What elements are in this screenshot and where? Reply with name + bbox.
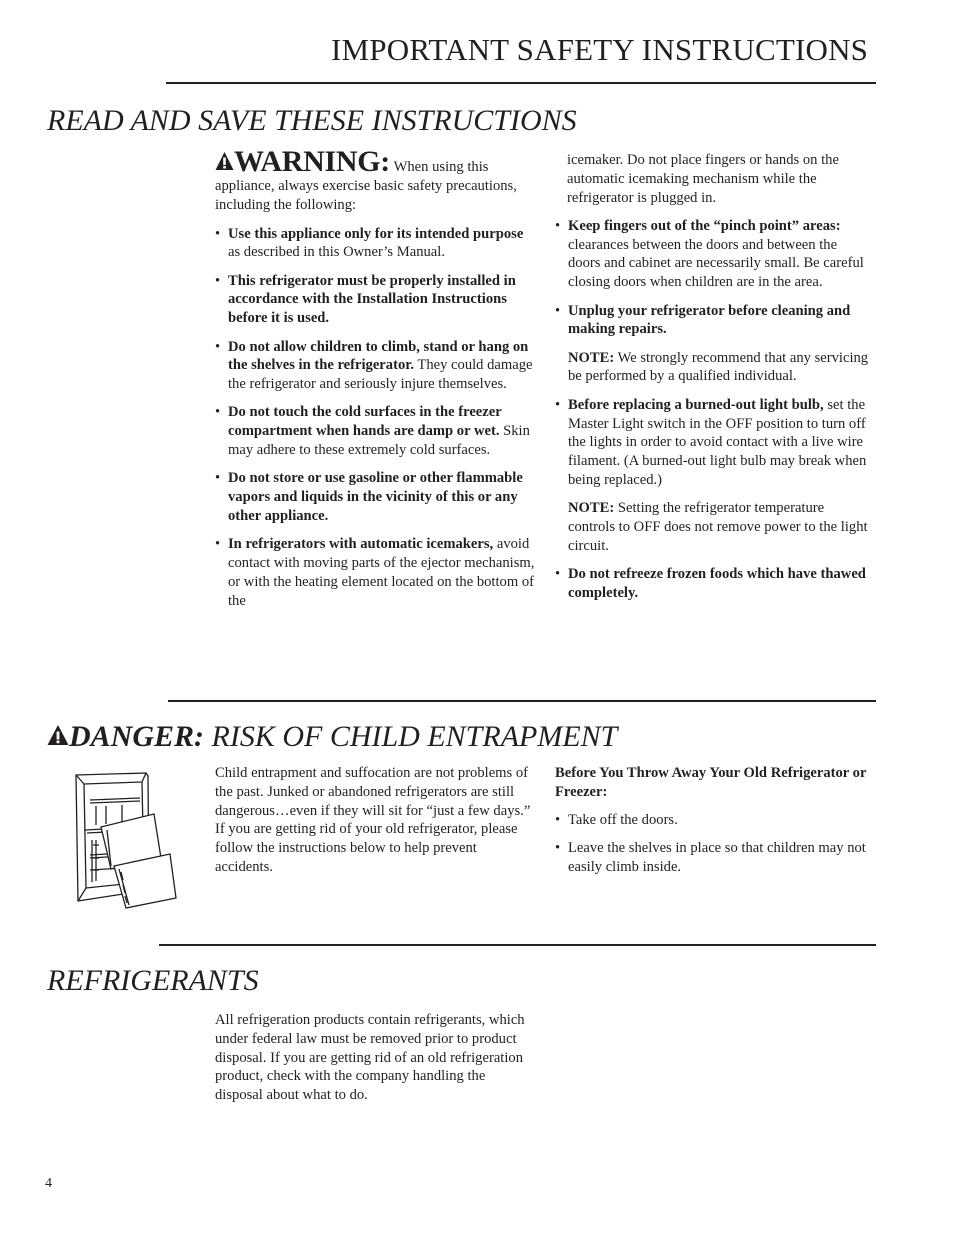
danger-left-column — [215, 764, 533, 886]
list-item: • Do not touch the cold surfaces in the freezer compartment when hands are damp or wet. Skin may adhere to these extremely cold surfaces. — [215, 404, 530, 459]
list-item: • Do not allow children to climb, stand or hang on the shelves in the refrigerator. They could damage the refrigerator and seriously injure themselves. — [215, 338, 533, 393]
list-item: • Before replacing a burned-out light bulb, set the Master Light switch in the OFF position to turn off the lights in order to avoid contact with a live wire filament. (A burned-out light bulb may break when being replaced.) — [555, 396, 867, 488]
danger-label: DANGER: — [69, 720, 205, 753]
list-item: • Do not refreeze frozen foods which have thawed completely. — [555, 566, 866, 601]
list-item: • Do not store or use gasoline or other flammable vapors and liquids in the vicinity of this or any other appliance. — [215, 470, 523, 524]
danger-paragraph: Child entrapment and suffocation are not problems of the past. Junked or abandoned refrigerators are still dangerous…even if they will sit for “just a few days.” If you are getting rid of your old refrigerator, please follow the instructions below to help prevent accidents. — [215, 765, 531, 875]
warning-list-right — [555, 217, 871, 603]
section-divider — [168, 700, 876, 702]
header-divider — [166, 82, 876, 84]
disposal-heading: Before You Throw Away Your Old Refrigerator or Freezer: — [555, 765, 867, 800]
warning-label: WARNING: — [234, 145, 390, 178]
continuation-text: icemaker. Do not place fingers or hands on the automatic icemaking mechanism while the refrigerator is plugged in. — [567, 152, 839, 206]
warning-intro: this appliance, always exercise basic safety precautions, including the following: — [215, 159, 517, 213]
danger-heading — [47, 720, 617, 754]
list-item: • Unplug your refrigerator before cleaning and making repairs. — [555, 302, 851, 338]
list-item: • Leave the shelves in place so that children may not easily climb inside. — [555, 840, 866, 876]
warning-triangle-icon — [215, 151, 234, 171]
list-item: • In refrigerators with automatic icemakers, avoid contact with moving parts of the ejector mechanism, or with the heating element located on the bottom of the — [215, 536, 535, 609]
note-item: NOTE: Setting the refrigerator temperature controls to OFF does not remove power to the light circuit. — [568, 500, 868, 554]
disposal-list — [555, 811, 871, 877]
danger-title: RISK OF CHILD ENTRAPMENT — [204, 720, 618, 753]
warning-right-column — [555, 151, 871, 612]
refrigerator-illustration — [66, 770, 181, 912]
refrigerants-paragraph: All refrigeration products contain refrigerants, which under federal law must be removed prior to product disposal. If you are getting rid of an old refrigeration product, check with the company handling the disposal about what to do. — [215, 1012, 525, 1104]
list-item: • Use this appliance only for its intended purpose as described in this Owner’s Manual. — [215, 225, 524, 261]
list-item: • Take off the doors. — [555, 812, 678, 829]
page-title: IMPORTANT SAFETY INSTRUCTIONS — [331, 32, 869, 67]
warning-left-column — [215, 147, 537, 620]
danger-right-column — [555, 764, 871, 886]
list-item: • This refrigerator must be properly installed in accordance with the Installation Instructions before it is used. — [215, 272, 516, 327]
read-save-heading: READ AND SAVE THESE INSTRUCTIONS — [47, 104, 577, 137]
warning-list-left — [215, 225, 537, 611]
section-divider — [159, 944, 876, 946]
refrigerants-column — [215, 1011, 535, 1114]
refrigerants-heading: REFRIGERANTS — [47, 964, 259, 997]
note-item: NOTE: We strongly recommend that any servicing be performed by a qualified individual. — [568, 349, 869, 385]
warning-heading — [215, 145, 394, 178]
list-item: • Keep fingers out of the “pinch point” areas: clearances between the doors and between the doors and cabinet are necessarily small. Be careful closing doors when children are in the area. — [555, 217, 864, 291]
warning-triangle-icon — [47, 724, 69, 746]
page-number: 4 — [45, 1176, 52, 1191]
warning-intro-lead: When using — [393, 159, 464, 175]
